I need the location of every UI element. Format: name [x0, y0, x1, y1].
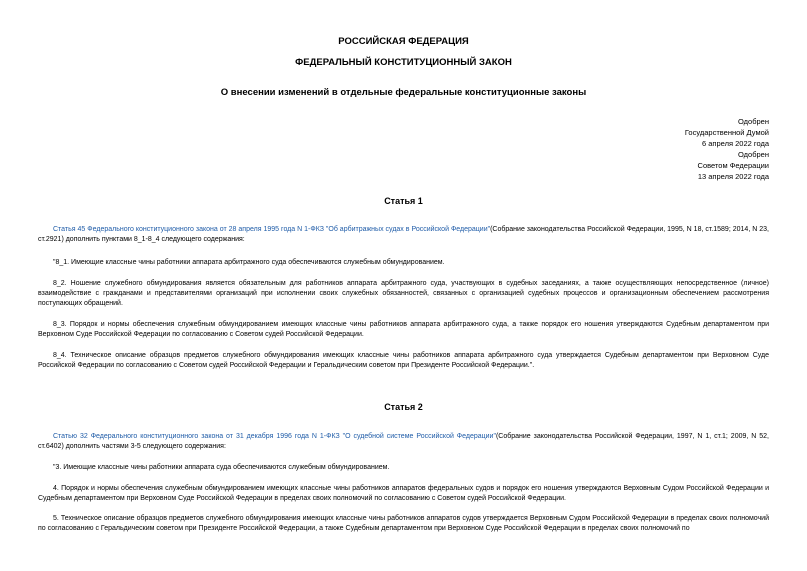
article-2-paragraph [38, 484, 769, 504]
article-1-intro [38, 225, 769, 245]
paragraph-text: 5. Техническое описание образцов предметов служебного обмундирования имеющих классные чины работников аппаратов судов утверждается Верховным Судом Российской Федерации в пределах своих полномочий по согласованию с Геральдическим советом при Президенте Российской Федерации, а также Судебным департаментом при Верховном Суде Российской Федерации в пределах своих полномочий по [38, 515, 769, 532]
paragraph-text: 4. Порядок и нормы обеспечения служебным обмундированием имеющих классные чины работников аппаратов федеральных судов и порядок его ношения утверждаются Верховным Судом Российской Федерации и Судебным департаментом при Верховном Суде Российской Федерации в пределах своих полномочий по согласованию с Советом судей Российской Федерации. [38, 485, 769, 502]
approval-line: 13 апреля 2022 года [697, 172, 769, 181]
article-2-intro [38, 432, 769, 452]
approval-line: Государственной Думой [684, 128, 769, 137]
law-type-heading: ФЕДЕРАЛЬНЫЙ КОНСТИТУЦИОННЫЙ ЗАКОН [295, 57, 512, 68]
paragraph-text: 8_2. Ношение служебного обмундирования является обязательным для работников аппарата арбитражного суда, участвующих в судебных заседаниях, а также осуществляющих непосредственное (личное) взаимодействие с гражданами и представителями организаций при исполнении своих служебных обязанностей, связанных с организацией судебных процессов и организационным обеспечением рассмотрения поступающих обращений. [38, 280, 769, 307]
approval-line: Одобрен [738, 117, 769, 126]
paragraph-text: 8_4. Техническое описание образцов предметов служебного обмундирования имеющих классные чины работников аппарата арбитражного суда утверждается Судебным департаментом при Верховном Суде Российской Федерации по согласованию с Советом судей Российской Федерации и Геральдическим советом при Президенте Российской Федерации.". [38, 352, 769, 369]
law-reference-link[interactable]: Статью 32 Федерального конституционного закона от 31 декабря 1996 года N 1-ФКЗ "О судебной системе Российской Федерации" [53, 433, 496, 440]
article-2-heading: Статья 2 [384, 402, 423, 412]
article-1-paragraph [38, 258, 769, 268]
article-1-paragraph [38, 320, 769, 340]
paragraph-text: "3. Имеющие классные чины работники аппарата суда обеспечиваются служебным обмундированием. [53, 464, 390, 471]
approval-line: Советом Федерации [697, 161, 769, 170]
article-1-paragraph [38, 279, 769, 309]
article-2-paragraph [38, 463, 769, 473]
country-heading: РОССИЙСКАЯ ФЕДЕРАЦИЯ [338, 36, 469, 47]
approval-block [685, 116, 769, 182]
article-2-intro-text: (Собрание законодательства Российской Федерации, 1997, N 1, ст.1; 2009, N 52, ст.6402) дополнить частями 3-5 следующего содержания: [38, 433, 769, 450]
article-1-intro-text: (Собрание законодательства Российской Федерации, 1995, N 18, ст.1589; 2014, N 23, ст.2921) дополнить пунктами 8_1-8_4 следующего содержания: [38, 226, 769, 243]
article-1-heading: Статья 1 [384, 196, 423, 206]
approval-line: 6 апреля 2022 года [702, 139, 769, 148]
law-reference-link[interactable]: Статья 45 Федерального конституционного закона от 28 апреля 1995 года N 1-ФКЗ "Об арбитражных судах в Российской Федерации" [53, 226, 491, 233]
paragraph-text: 8_3. Порядок и нормы обеспечения служебным обмундированием имеющих классные чины работников аппарата арбитражного суда, а также порядок его ношения утверждаются Судебным департаментом при Верховном Суде Российской Федерации по согласованию с Советом судей Российской Федерации. [38, 321, 769, 338]
law-title: О внесении изменений в отдельные федеральные конституционные законы [220, 87, 587, 98]
approval-line: Одобрен [738, 150, 769, 159]
paragraph-text: "8_1. Имеющие классные чины работники аппарата арбитражного суда обеспечиваются служебным обмундированием. [53, 259, 445, 266]
article-1-paragraph [38, 351, 769, 371]
article-2-paragraph [38, 514, 769, 534]
